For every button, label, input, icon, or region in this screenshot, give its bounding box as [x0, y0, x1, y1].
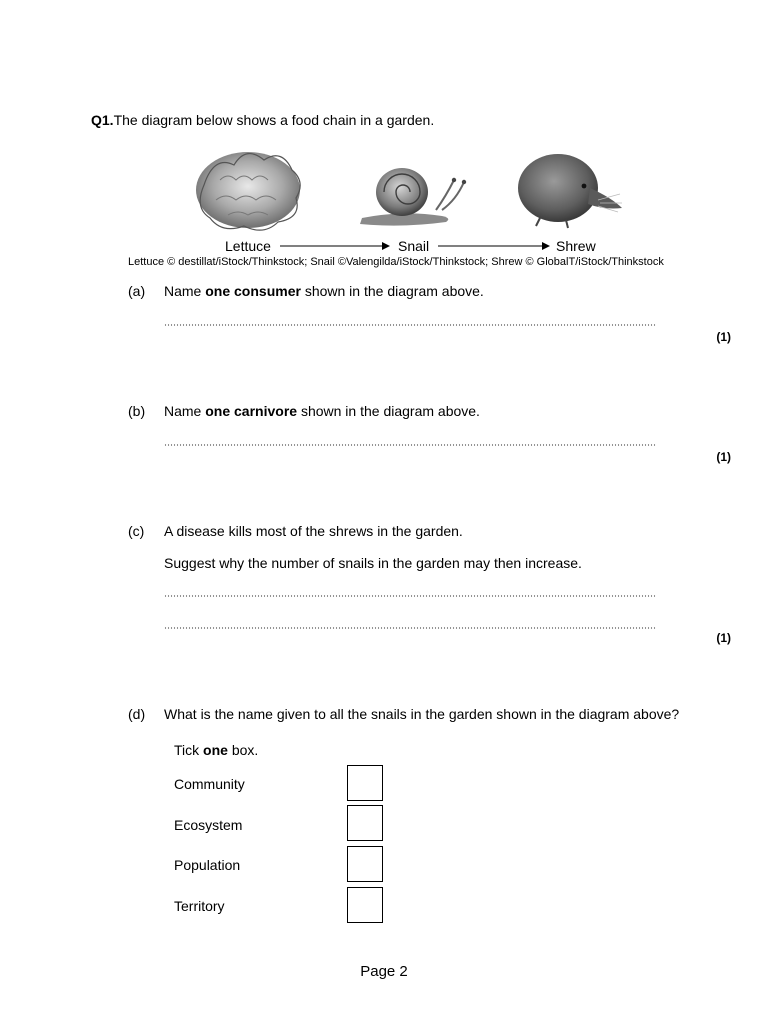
answer-line-c-1[interactable] [164, 595, 656, 597]
part-c-label: (c) [128, 523, 145, 539]
label-lettuce: Lettuce [225, 238, 271, 254]
question-title [91, 112, 434, 128]
answer-line-a[interactable] [164, 324, 656, 326]
part-c-statement: A disease kills most of the shrews in the garden. [164, 523, 463, 539]
arrow-lettuce-to-snail [280, 242, 390, 250]
answer-line-c-2[interactable] [164, 627, 656, 629]
image-credit: Lettuce © destillat/iStock/Thinkstock; Snail ©Valengilda/iStock/Thinkstock; Shrew © GlobalT/iStock/Thinkstock [128, 256, 664, 268]
page-number: Page 2 [360, 963, 408, 980]
part-b-label: (b) [128, 403, 146, 419]
option-population-checkbox[interactable] [347, 846, 383, 882]
marks-b: (1) [716, 450, 731, 464]
question-number: Q1. [91, 112, 114, 128]
answer-line-b[interactable] [164, 444, 656, 446]
label-shrew: Shrew [556, 238, 596, 254]
option-territory-checkbox[interactable] [347, 887, 383, 923]
tick-instruction: Tick one box. [174, 742, 259, 758]
marks-c: (1) [716, 631, 731, 645]
option-community-label: Community [174, 776, 245, 792]
label-snail: Snail [398, 238, 430, 254]
part-a-label: (a) [128, 283, 146, 299]
lettuce-image [196, 152, 300, 230]
marks-a: (1) [716, 330, 731, 344]
part-a-question: Name one consumer shown in the diagram above. [164, 283, 484, 299]
part-d-label: (d) [128, 706, 146, 722]
question-intro: The diagram below shows a food chain in a garden. [113, 112, 435, 128]
option-community-checkbox[interactable] [347, 765, 383, 801]
option-ecosystem-checkbox[interactable] [347, 805, 383, 841]
option-population-label: Population [174, 857, 241, 873]
snail-image [360, 168, 466, 226]
part-b-question: Name one carnivore shown in the diagram above. [164, 403, 480, 419]
option-ecosystem-label: Ecosystem [174, 817, 243, 833]
part-c-question: Suggest why the number of snails in the garden may then increase. [164, 555, 582, 571]
option-territory-label: Territory [174, 898, 225, 914]
shrew-image [518, 154, 622, 228]
part-d-question: What is the name given to all the snails in the garden shown in the diagram above? [164, 706, 680, 722]
arrow-snail-to-shrew [438, 242, 550, 250]
